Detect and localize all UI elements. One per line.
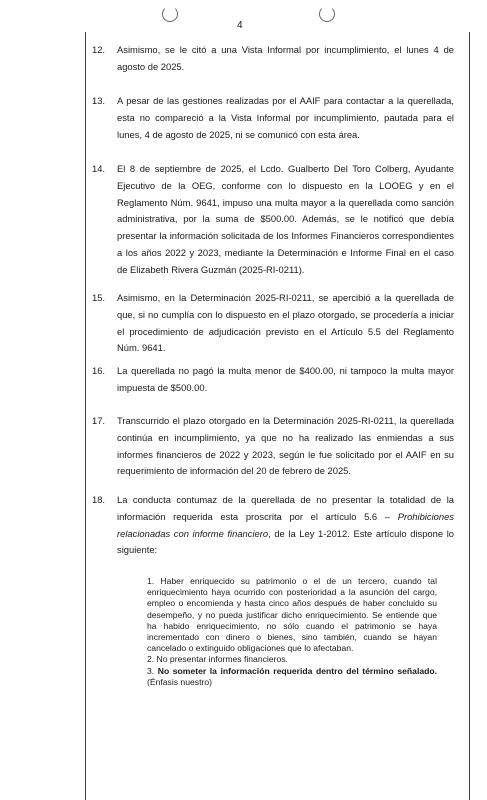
quote-item-3-emphasis-note: (Énfasis nuestro) bbox=[147, 676, 212, 687]
paragraph-number: 17. bbox=[92, 415, 106, 426]
punch-hole-mark bbox=[162, 6, 178, 22]
right-margin-rule bbox=[469, 32, 470, 800]
paragraph-number: 18. bbox=[92, 494, 106, 505]
quote-item-2: 2. No presentar informes financieros. bbox=[147, 654, 288, 665]
paragraph-number: 12. bbox=[92, 44, 106, 55]
paragraph-text: Asimismo, se le citó a una Vista Informal por incumplimiento, el lunes 4 de agosto de 2025. bbox=[117, 44, 454, 72]
paragraph-text: El 8 de septiembre de 2025, el Lcdo. Gualberto Del Toro Colberg, Ayudante Ejecutivo de la OEG, conforme con lo dispuesto en la LOOEG y en el Reglamento Núm. 9641, impuso una multa mayor a la querellada como sanción administrativa, por la suma de $500.00. Además, se le notificó que debía presentar la información solicitada de los Informes Financieros correspondientes a los años 2022 y 2023, mediante la Determinación e Informe Final en el caso de Elizabeth Rivera Guzmán (2025-RI-0211). bbox=[117, 163, 454, 275]
page-number: 4 bbox=[237, 20, 243, 31]
paragraph-text bbox=[117, 492, 454, 559]
quote-item-3-bold: No someter la información requerida dentro del término señalado. bbox=[157, 665, 437, 676]
quote-item-3-number: 3. bbox=[147, 665, 155, 676]
paragraph-number: 15. bbox=[92, 292, 106, 303]
paragraph-number: 13. bbox=[92, 95, 106, 106]
paragraph-number: 14. bbox=[92, 163, 106, 174]
block-quote bbox=[147, 576, 437, 688]
paragraph-text: Asimismo, en la Determinación 2025-RI-0211, se apercibió a la querellada de que, si no cumplía con lo dispuesto en el plazo otorgado, se procedería a iniciar el procedimiento de adjudicación previsto en el Artículo 5.5 del Reglamento Núm. 9641. bbox=[117, 292, 454, 354]
paragraph-text: A pesar de las gestiones realizadas por el AAIF para contactar a la querellada, esta no compareció a la Vista Informal por incumplimiento, pautada para el lunes, 4 de agosto de 2025, ni se comunicó con esta área. bbox=[117, 95, 454, 140]
paragraph-text-start: La conducta contumaz de la querellada de no presentar la totalidad de la información requerida esta proscrita por el artículo 5.6 – bbox=[117, 494, 454, 522]
paragraph-text-end: , de la Ley 1-2012. Este artículo dispone lo siguiente: bbox=[117, 527, 455, 556]
paragraph-text-italic: Prohibiciones relacionadas con informe financiero bbox=[117, 510, 454, 539]
paragraph-text: Transcurrido el plazo otorgado en la Determinación 2025-RI-0211, la querellada continúa en incumplimiento, ya que no ha realizado las enmiendas a sus informes financieros de 2022 y 2023, según le fue solicitado por el AAIF en su requerimiento de información del 20 de febrero de 2025. bbox=[117, 415, 454, 477]
left-margin-rule bbox=[85, 32, 86, 800]
quote-item-1: 1. Haber enriquecido su patrimonio o el de un tercero, cuando tal enriquecimiento haya ocurrido con posterioridad a la asunción del cargo, empleo o encomienda y hasta cinco años después de haber concluido su desempeño, y no pueda justificar dicho enriquecimiento. Se entiende que ha habido enriquecimiento, no sólo cuando el patrimonio se haya incrementado con dinero o bienes, sino también, cuando se hayan cancelado o extinguido obligaciones que lo afectaban. bbox=[147, 576, 437, 654]
paragraph-number: 16. bbox=[92, 365, 106, 376]
punch-hole-mark bbox=[319, 6, 335, 22]
quote-item-3 bbox=[147, 666, 437, 688]
paragraph-text: La querellada no pagó la multa menor de $400.00, ni tampoco la multa mayor impuesta de $500.00. bbox=[117, 365, 454, 393]
